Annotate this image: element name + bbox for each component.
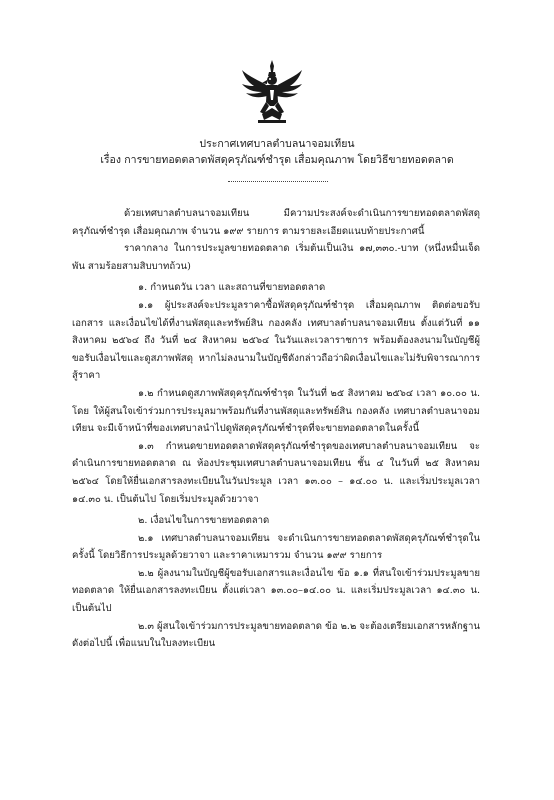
clause-1-2: ๑.๒ กำหนดดูสภาพพัสดุครุภัณฑ์ชำรุด ในวันที่ ๒๕ สิงหาคม ๒๕๖๔ เวลา ๑๐.๐๐ น. โดย ให้ผู้สนใจเข้าร่วมการประมูลมาพร้อมกันที่งานพัสดุและทรัพย์สิน กองคลัง เทศบาลตำบลนาจอมเทียน จะมีเจ้าหน้าที่ของเทศบาลนำไปดูพัสดุครุภัณฑ์ชำรุดที่จะขายทอดตลาดในครั้งนี้ xyxy=(72,387,480,435)
clause-1-1: ๑.๑ ผู้ประสงค์จะประมูลราคาซื้อพัสดุครุภัณฑ์ชำรุด เสื่อมคุณภาพ ติดต่อขอรับเอกสาร และเงื่อนไขได้ที่งานพัสดุและทรัพย์สิน กองคลัง เทศบาลตำบลนาจอมเทียน ตั้งแต่วันที่ ๑๑ สิงหาคม ๒๕๖๔ ถึง วันที่ ๒๔ สิงหาคม ๒๕๖๔ ในวันและเวลาราชการ พร้อมต้องลงนามในบัญชีผู้ขอรับเงื่อนไขและดูสภาพพัสดุ หากไม่ลงนามในบัญชีดังกล่าวถือว่าผิดเงื่อนไขและไม่รับพิจารณาการสู้ราคา xyxy=(72,299,480,382)
garuda-emblem-icon xyxy=(240,58,304,124)
intro-paragraph: ด้วยเทศบาลตำบลนาจอมเทียน มีความประสงค์จะดำเนินการขายทอดตลาดพัสดุครุภัณฑ์ชำรุด เสื่อมคุณภาพ จำนวน ๑๙๙ รายการ ตามรายละเอียดแนบท้ายประกาศนี้ xyxy=(72,208,480,237)
header-divider xyxy=(228,181,328,182)
notice-issuer: ประกาศเทศบาลตำบลนาจอมเทียน xyxy=(199,138,355,150)
clause-1-3: ๑.๓ กำหนดขายทอดตลาดพัสดุครุภัณฑ์ชำรุดของเทศบาลตำบลนาจอมเทียน จะดำเนินการขายทอดตลาด ณ ห้องประชุมเทศบาลตำบลนาจอมเทียน ชั้น ๔ ในวันที่ ๒๕ สิงหาคม ๒๕๖๔ โดยให้ยื่นเอกสารลงทะเบียนในวันประมูล เวลา ๑๓.๐๐ – ๑๔.๐๐ น. และเริ่มประมูลเวลา ๑๔.๓๐ น. เป็นต้นไป โดยเริ่มประมูลด้วยวาจา xyxy=(72,440,480,505)
section-2-heading: ๒. เงื่อนไขในการขายทอดตลาด xyxy=(138,515,270,527)
clause-2-2: ๒.๒ ผู้ลงนามในบัญชีผู้ขอรับเอกสารและเงื่อนไข ข้อ ๑.๑ ที่สนใจเข้าร่วมประมูลขายทอดตลาด ให้ยื่นเอกสารลงทะเบียน ตั้งแต่เวลา ๑๓.๐๐–๑๔.๐๐ น. และเริ่มประมูลเวลา ๑๔.๓๐ น. เป็นต้นไป xyxy=(72,567,480,615)
clause-2-1: ๒.๑ เทศบาลตำบลนาจอมเทียน จะดำเนินการขายทอดตลาดพัสดุครุภัณฑ์ชำรุดในครั้งนี้ โดยวิธีการประมูลด้วยวาจา และราคาเหมารวม จำนวน ๑๙๙ รายการ xyxy=(72,532,480,562)
reference-price-paragraph: ราคากลาง ในการประมูลขายทอดตลาด เริ่มต้นเป็นเงิน ๑๗,๓๓๐.-บาท (หนึ่งหมื่นเจ็ดพัน สามร้อยสามสิบบาทถ้วน) xyxy=(72,243,480,272)
notice-subject: เรื่อง การขายทอดตลาดพัสดุครุภัณฑ์ชำรุด เสื่อมคุณภาพ โดยวิธีขายทอดตลาด xyxy=(100,154,454,166)
notice-body xyxy=(72,205,480,653)
clause-2-3: ๒.๓ ผู้สนใจเข้าร่วมการประมูลขายทอดตลาด ข้อ ๒.๒ จะต้องเตรียมเอกสารหลักฐาน ดังต่อไปนี้ เพื่อแนบในใบลงทะเบียน xyxy=(72,620,480,650)
section-1-heading: ๑. กำหนดวัน เวลา และสถานที่ขายทอดตลาด xyxy=(138,282,326,294)
